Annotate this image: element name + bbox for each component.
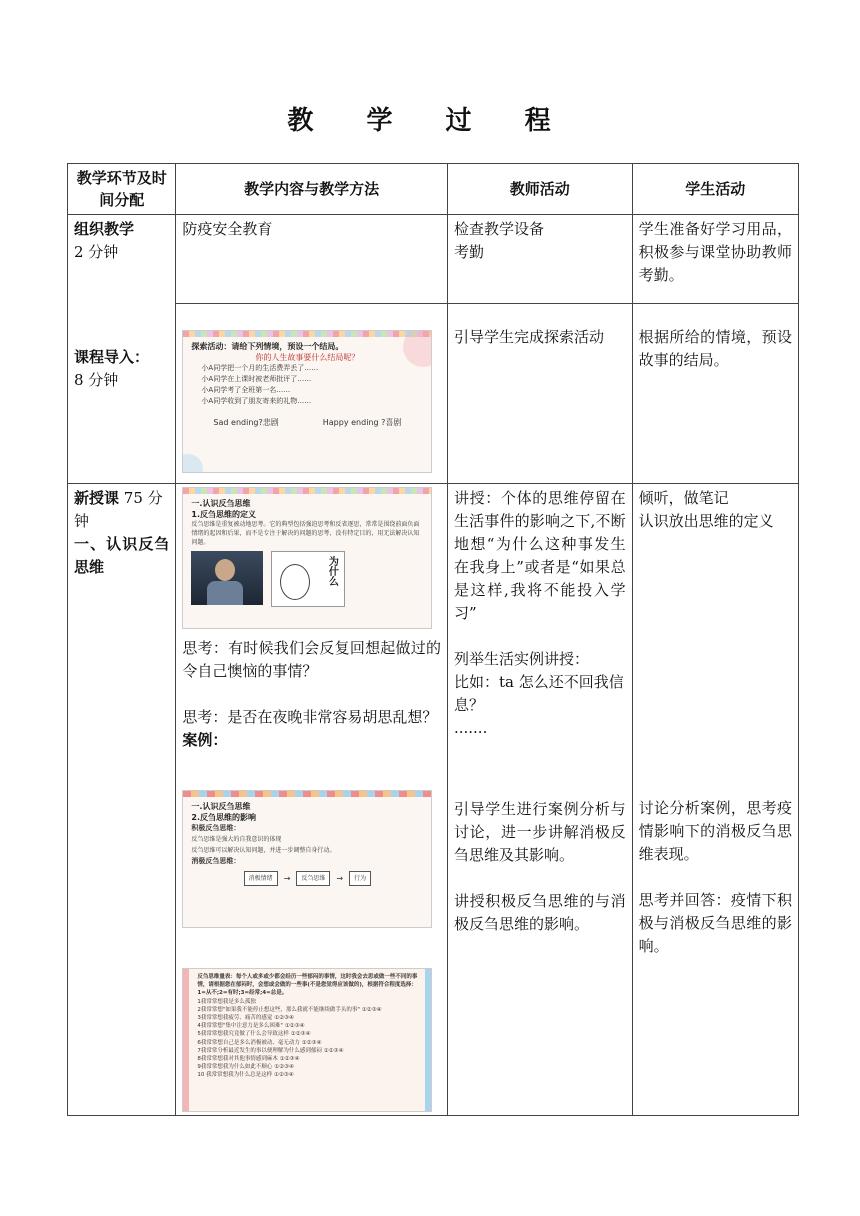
student-text: 思考并回答：疫情下积极与消极反刍思维的影响。 <box>638 891 792 955</box>
slide-heading: 一.认识反刍思维 <box>191 499 251 508</box>
scale-item: 10 我常常想我为什么总是这样 ①②③④ <box>197 1072 294 1079</box>
teacher-cell <box>447 484 632 1116</box>
scale-item: 4我常常想"集中注意力是多么困难" ①②③④ <box>197 1023 305 1030</box>
table-row <box>68 304 799 484</box>
scale-item: 3我常常想我疲劳、痛苦的感觉 ①②③④ <box>197 1015 294 1022</box>
person-photo <box>191 551 263 605</box>
stage-title: 课程导入： <box>74 348 150 366</box>
student-text: 根据所给的情境，预设故事的结局。 <box>638 328 792 369</box>
scale-item: 7我常常分析最近发生的事以便理解为什么感到郁闷 ①②③④ <box>197 1047 344 1054</box>
student-text: 认识放出思维的定义 <box>638 512 774 530</box>
content-cell <box>176 304 448 484</box>
slide-line: 积极反刍思维： <box>191 824 241 832</box>
slide-impact <box>182 790 432 928</box>
stage-time: 2 分钟 <box>74 243 119 261</box>
teacher-text: ....... <box>453 719 488 737</box>
slide-line: 反刍思维可以解决认知问题，并进一步调整自身行动。 <box>191 847 336 854</box>
content-text: 防疫安全教育 <box>182 220 273 238</box>
table-row <box>68 484 799 1116</box>
thinking-illustration <box>271 551 345 607</box>
header-stage: 教学环节及时间分配 <box>68 164 176 215</box>
scale-item: 9我常常想我为什么如此不顺心 ①②③④ <box>197 1064 294 1071</box>
slide-heading: 反刍思维量表：每个人或多或少都会经历一些郁闷的事情，这时我会去思或做一些不同的事情，请根据您在郁闷时，会想或会做的一些事(不是您觉得应该做的)，根据符合程度选择：1=从不;2=有时;3=经常;4=总是。 <box>197 974 418 997</box>
content-cell <box>176 484 448 1116</box>
student-cell <box>632 484 798 1116</box>
student-text: 倾听，做笔记 <box>638 489 729 507</box>
slide-body-text: 反刍思维是重复被动地思考。它的典型包括强迫思考和反省逐思，常常是围绕前面负面情绪的起因和后果，而不是专注于解决的问题的思考，没有特定目的，用无法解决认知问题。 <box>191 521 420 546</box>
slide-exploration <box>182 330 432 473</box>
stage-time: 8 分钟 <box>74 371 119 389</box>
header-teacher: 教师活动 <box>447 164 632 215</box>
section-title: 一、认识反刍思维 <box>74 535 170 576</box>
slide-item: 小A同学在上课时被老师批评了…… <box>201 375 312 383</box>
slide-happy-ending: Happy ending ?喜剧 <box>322 418 402 427</box>
think-text: 思考：是否在夜晚非常容易胡思乱想？ <box>182 708 438 726</box>
slide-heading: 探索活动：请给下列情境，预设一个结局。 <box>191 342 344 351</box>
teacher-text: 列举生活实例讲授： <box>453 650 589 668</box>
teacher-text: 讲授：个体的思维停留在生活事件的影响之下,不断地想“为什么这种事发生在我身上”或者是“如果总是这样,我将不能投入学习” <box>453 489 626 622</box>
stage-cell <box>68 215 176 484</box>
teacher-text: 讲授积极反刍思维的与消极反刍思维的影响。 <box>453 892 626 933</box>
stage-time: 75 分钟 <box>74 489 163 530</box>
teacher-text: 考勤 <box>453 243 484 261</box>
slide-definition <box>182 487 432 629</box>
student-text: 讨论分析案例，思考疫情影响下的消极反刍思维表现。 <box>638 799 792 863</box>
slide-sad-ending: Sad ending?悲剧 <box>213 418 279 427</box>
teacher-cell <box>447 304 632 484</box>
scale-item: 5我常常想我究竟做了什么会导致这样 ①②③④ <box>197 1031 311 1038</box>
scale-item: 2我常常想"如果我不能停止想这些，那么我就不能继续做手头的事" ①②③④ <box>197 1006 382 1013</box>
student-cell <box>632 215 798 304</box>
table-row <box>68 215 799 304</box>
flow-box: 反刍思维 <box>296 871 330 886</box>
stage-title: 组织教学 <box>74 220 135 238</box>
stage-title: 新授课 <box>74 489 120 507</box>
content-cell <box>176 215 448 304</box>
flow-box: 行为 <box>349 871 371 886</box>
slide-item: 小A同学把一个月的生活费弄丢了…… <box>201 364 319 372</box>
teacher-text: 引导学生进行案例分析与讨论，进一步讲解消极反刍思维及其影响。 <box>453 800 626 864</box>
slide-subheading: 1.反刍思维的定义 <box>191 510 257 519</box>
slide-item: 小A同学收到了朋友寄来的礼物…… <box>201 397 312 405</box>
why-badge: 为什么 <box>326 556 338 586</box>
cycle-diagram: 消极情绪 → 反刍思维 → 行为 <box>191 871 423 886</box>
case-label: 案例： <box>182 731 228 749</box>
slide-item: 小A同学考了全班第一名…… <box>201 386 291 394</box>
stage-cell <box>68 484 176 1116</box>
teacher-cell <box>447 215 632 304</box>
scale-item: 6我常常想自己是多么消极被动、毫无动力 ①②③④ <box>197 1039 322 1046</box>
slide-line: 反刍思维是强大的自我意识的体现 <box>191 836 282 843</box>
student-text: 学生准备好学习用品，积极参与课堂协助教师考勤。 <box>638 220 792 284</box>
slide-line: 消极反刍思维： <box>191 857 241 865</box>
teaching-process-table <box>67 163 799 1116</box>
scale-item: 8我常常想我对其他事情感到麻木 ①②③④ <box>197 1056 300 1063</box>
scale-item: 1我常常想我是多么孤独 <box>197 998 256 1005</box>
header-row <box>68 164 799 215</box>
think-text: 思考：有时候我们会反复回想起做过的令自己懊恼的事情？ <box>182 639 441 680</box>
page-title: 教 学 过 程 <box>287 106 573 136</box>
header-content: 教学内容与教学方法 <box>176 164 448 215</box>
slide-heading: 一.认识反刍思维 <box>191 802 251 811</box>
slide-subheading: 2.反刍思维的影响 <box>191 813 257 822</box>
slide-question: 你的人生故事要什么结局呢？ <box>255 353 360 362</box>
teacher-text: 检查教学设备 <box>453 220 544 238</box>
header-student: 学生活动 <box>632 164 798 215</box>
slide-scale <box>182 968 432 1112</box>
flow-box: 消极情绪 <box>244 871 278 886</box>
teacher-text: 引导学生完成探索活动 <box>453 328 604 346</box>
teacher-text: 比如：ta 怎么还不回我信息？ <box>453 673 624 714</box>
student-cell <box>632 304 798 484</box>
